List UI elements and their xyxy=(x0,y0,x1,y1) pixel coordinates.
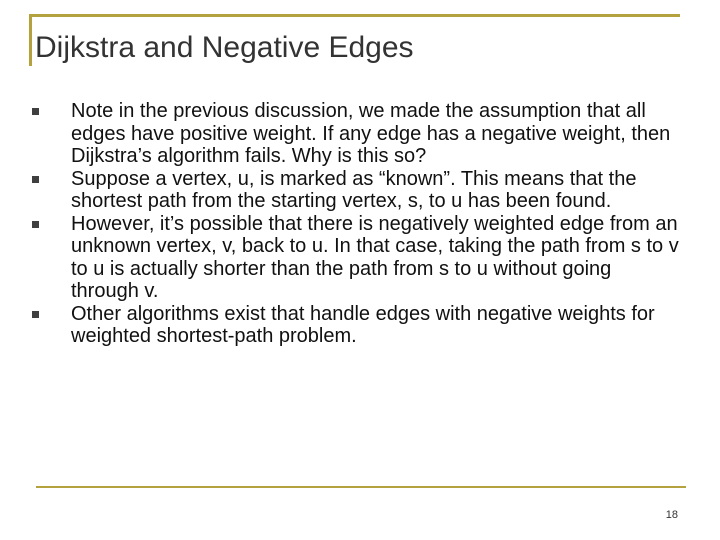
bullet-text: Suppose a vertex, u, is marked as “known”. This means that the shortest path from the starting vertex, s, to u has been found. xyxy=(71,167,637,212)
page-number: 18 xyxy=(665,509,678,521)
bullet-text: However, it’s possible that there is negatively weighted edge from an unknown vertex, v, back to u. In that case, taking the path from s to v to u is actually shorter than the path from s to u without going through v. xyxy=(71,212,679,302)
square-bullet-icon xyxy=(32,108,39,115)
bullet-item xyxy=(0,213,720,303)
square-bullet-icon xyxy=(32,311,39,318)
title-accent-vertical-rule xyxy=(29,14,32,66)
square-bullet-icon xyxy=(32,176,39,183)
bullet-list xyxy=(0,100,720,348)
title-accent-horizontal-rule xyxy=(29,14,680,17)
slide-title: Dijkstra and Negative Edges xyxy=(35,31,414,64)
bullet-item xyxy=(0,168,720,213)
bullet-item xyxy=(0,303,720,348)
square-bullet-icon xyxy=(32,221,39,228)
bullet-text: Note in the previous discussion, we made the assumption that all edges have positive weight. If any edge has a negative weight, then Dijkstra’s algorithm fails. Why is this so? xyxy=(71,100,671,167)
footer-rule xyxy=(36,486,686,488)
bullet-item xyxy=(0,100,720,168)
bullet-text: Other algorithms exist that handle edges with negative weights for weighted shortest-path problem. xyxy=(71,302,655,347)
